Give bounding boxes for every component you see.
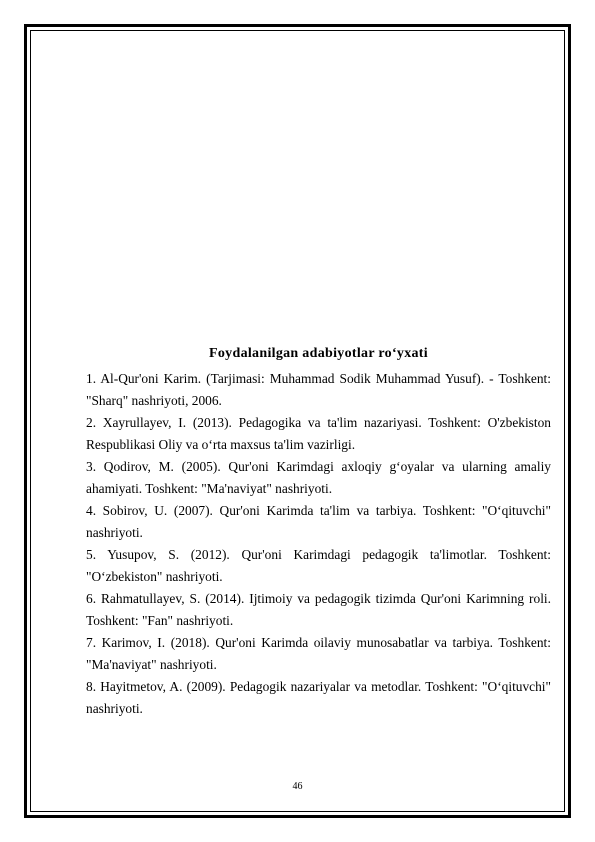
references-section — [86, 343, 551, 720]
references-list — [86, 368, 551, 720]
references-heading: Foydalanilgan adabiyotlar ro‘yxati — [209, 346, 428, 361]
reference-item: 4. Sobirov, U. (2007). Qur'oni Karimda ta'lim va tarbiya. Toshkent: "O‘qituvchi" nashriyoti. — [86, 503, 551, 540]
reference-item: 3. Qodirov, M. (2005). Qur'oni Karimdagi axloqiy g‘oyalar va ularning amaliy ahamiyati. Toshkent: "Ma'naviyat" nashriyoti. — [86, 459, 551, 496]
reference-item: 5. Yusupov, S. (2012). Qur'oni Karimdagi pedagogik ta'limotlar. Toshkent: "O‘zbekiston" nashriyoti. — [86, 547, 551, 584]
reference-item: 6. Rahmatullayev, S. (2014). Ijtimoiy va pedagogik tizimda Qur'oni Karimning roli. Toshkent: "Fan" nashriyoti. — [86, 591, 551, 628]
reference-item: 8. Hayitmetov, A. (2009). Pedagogik nazariyalar va metodlar. Toshkent: "O‘qituvchi" nashriyoti. — [86, 679, 551, 716]
reference-item: 7. Karimov, I. (2018). Qur'oni Karimda oilaviy munosabatlar va tarbiya. Toshkent: "Ma'naviyat" nashriyoti. — [86, 635, 551, 672]
page-number: 46 — [292, 781, 303, 792]
reference-item: 1. Al-Qur'oni Karim. (Tarjimasi: Muhammad Sodik Muhammad Yusuf). - Toshkent: "Sharq" nashriyoti, 2006. — [86, 371, 551, 408]
reference-item: 2. Xayrullayev, I. (2013). Pedagogika va ta'lim nazariyasi. Toshkent: O'zbekiston Respublikasi Oliy va o‘rta maxsus ta'lim vazirligi. — [86, 415, 551, 452]
